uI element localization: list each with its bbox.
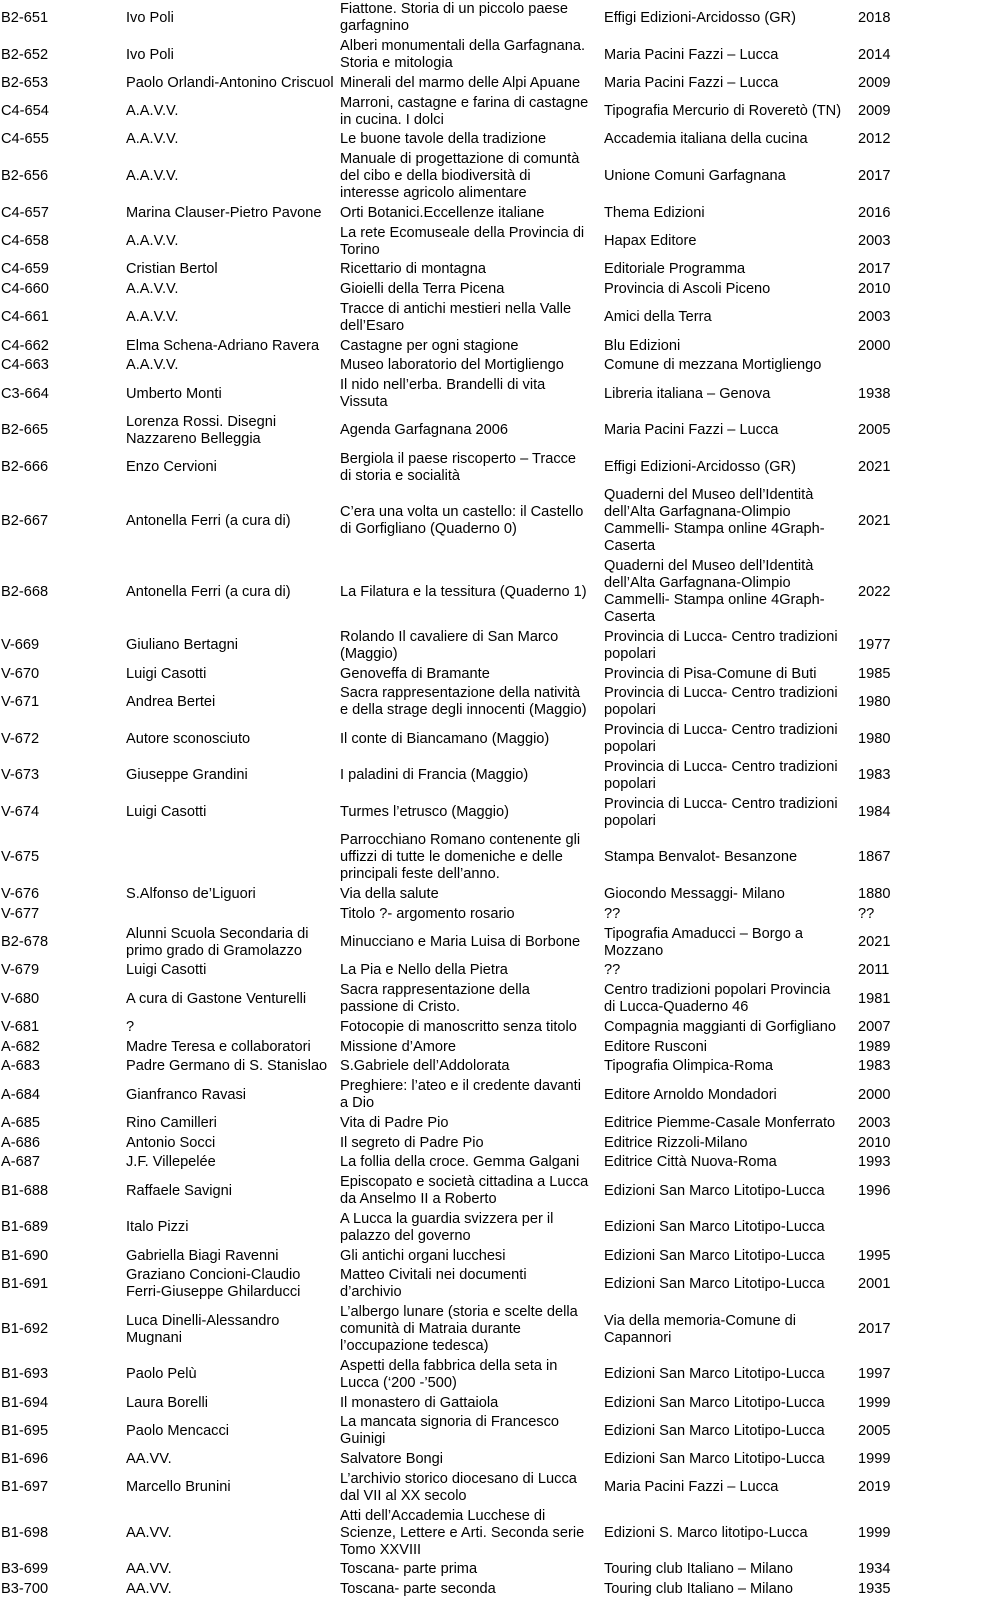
book-author: Alunni Scuola Secondaria di primo grado di Gramolazzo [126,925,309,959]
book-year: 1977 [858,637,891,654]
book-publisher: Touring club Italiano – Milano [604,1581,794,1598]
book-code: C4-662 [1,337,49,354]
book-title: Alberi monumentali della Garfagnana. Storia e mitologia [340,38,585,72]
book-code: C4-660 [1,281,49,298]
book-author: Luigi Casotti [126,962,207,979]
book-publisher: Editrice Rizzoli-Milano [604,1134,748,1151]
book-code: V-669 [1,637,40,654]
book-author: A.A.V.V. [126,309,179,326]
book-publisher: Edizioni San Marco Litotipo-Lucca [604,1219,825,1236]
book-title: Toscana- parte prima [340,1561,478,1578]
book-title: Toscana- parte seconda [340,1581,496,1598]
book-publisher: Effigi Edizioni-Arcidosso (GR) [604,9,796,26]
book-author: Ivo Poli [126,46,174,63]
table-row [0,1210,1008,1247]
table-row [0,1114,1008,1134]
table-row [0,628,1008,665]
book-publisher: Maria Pacini Fazzi – Lucca [604,74,779,91]
table-row [0,1450,1008,1470]
book-title: Minucciano e Maria Luisa di Borbone [340,934,581,951]
book-author: A.A.V.V. [126,357,179,374]
book-code: C4-659 [1,261,49,278]
book-year: 1938 [858,385,891,402]
book-year: 1999 [858,1524,891,1541]
book-year: 2017 [858,261,891,278]
book-title: Tracce di antichi mestieri nella Valle dell’Esaro [340,300,572,334]
book-author: AA.VV. [126,1561,172,1578]
book-code: B1-688 [1,1182,49,1199]
book-year: 1934 [858,1561,891,1578]
book-code: C4-658 [1,233,49,250]
table-row [0,981,1008,1018]
book-code: C4-663 [1,357,49,374]
book-publisher: Edizioni S. Marco litotipo-Lucca [604,1524,808,1541]
table-row [0,413,1008,450]
book-title: Gli antichi organi lucchesi [340,1247,506,1264]
table-row [0,0,1008,37]
table-row [0,905,1008,925]
table-row [0,1018,1008,1038]
book-author: Giuliano Bertagni [126,637,238,654]
book-author: Cristian Bertol [126,261,218,278]
book-code: B1-694 [1,1394,49,1411]
book-code: B1-696 [1,1451,49,1468]
table-row [0,204,1008,224]
book-publisher: Blu Edizioni [604,337,681,354]
book-author: Italo Pizzi [126,1219,189,1236]
book-publisher: Via della memoria-Comune di Capannori [604,1312,796,1346]
table-row [0,1173,1008,1210]
book-publisher: Centro tradizioni popolari Provincia di Lucca-Quaderno 46 [604,982,831,1016]
book-publisher: Quaderni del Museo dell’Identità dell’Alta Garfagnana-Olimpio Cammelli- Stampa online 4Graph- Caserta [604,487,825,555]
table-row [0,758,1008,795]
book-year: ?? [858,905,875,922]
book-title: Museo laboratorio del Mortigliengo [340,357,564,374]
book-code: A-683 [1,1058,40,1075]
book-author: S.Alfonso de’Liguori [126,886,256,903]
book-year: 2005 [858,422,891,439]
table-row [0,376,1008,413]
table-row [0,684,1008,721]
table-row [0,1413,1008,1450]
book-publisher: Edizioni San Marco Litotipo-Lucca [604,1366,825,1383]
book-code: V-671 [1,693,40,710]
book-publisher: Tipografia Olimpica-Roma [604,1058,773,1075]
book-title: Sacra rappresentazione della passione di Cristo. [340,982,530,1016]
book-author: Umberto Monti [126,385,222,402]
book-author: Antonella Ferri (a cura di) [126,583,291,600]
book-author: A.A.V.V. [126,168,179,185]
book-code: C4-654 [1,103,49,120]
table-row [0,1057,1008,1077]
book-publisher: Unione Comuni Garfagnana [604,168,786,185]
book-publisher: Provincia di Lucca- Centro tradizioni popolari [604,685,838,719]
book-code: B1-690 [1,1247,49,1264]
book-code: V-676 [1,886,40,903]
book-title: Fotocopie di manoscritto senza titolo [340,1018,577,1035]
table-row [0,37,1008,74]
book-code: B2-653 [1,74,49,91]
book-author: AA.VV. [126,1524,172,1541]
book-author: Padre Germano di S. Stanislao [126,1058,328,1075]
book-author: J.F. Villepelée [126,1154,216,1171]
book-year: 2017 [858,1321,891,1338]
book-publisher: Provincia di Lucca- Centro tradizioni popolari [604,628,838,662]
book-title: S.Gabriele dell’Addolorata [340,1058,510,1075]
book-title: Vita di Padre Pio [340,1114,449,1131]
table-row [0,1357,1008,1394]
book-year: 1935 [858,1581,891,1598]
book-author: Paolo Mencacci [126,1422,230,1439]
book-year: 2009 [858,74,891,91]
book-year: 2000 [858,337,891,354]
book-publisher: Amici della Terra [604,309,712,326]
book-year: 1983 [858,1058,891,1075]
book-author: AA.VV. [126,1581,172,1598]
book-publisher: Editore Arnoldo Mondadori [604,1086,777,1103]
book-year: 1993 [858,1154,891,1171]
book-code: B3-700 [1,1581,49,1598]
table-row [0,1303,1008,1357]
book-author: Gabriella Biagi Ravenni [126,1247,279,1264]
book-year: 2003 [858,309,891,326]
book-title: La Filatura e la tessitura (Quaderno 1) [340,583,587,600]
book-title: Titolo ?- argomento rosario [340,905,515,922]
book-code: A-682 [1,1038,40,1055]
book-author: Lorenza Rossi. Disegni Nazzareno Belleggia [126,413,277,447]
book-publisher: Giocondo Messaggi- Milano [604,886,785,903]
book-publisher: Edizioni San Marco Litotipo-Lucca [604,1451,825,1468]
book-code: B2-678 [1,934,49,951]
book-code: B2-667 [1,512,49,529]
book-year: 2012 [858,131,891,148]
book-title: Genoveffa di Bramante [340,665,490,682]
book-title: Bergiola il paese riscoperto – Tracce di storia e socialità [340,450,577,484]
book-author: Autore sconosciuto [126,730,251,747]
book-year: 1980 [858,730,891,747]
book-code: A-684 [1,1086,40,1103]
book-year: 2019 [858,1479,891,1496]
table-row [0,1470,1008,1507]
book-author: Luigi Casotti [126,804,207,821]
book-author: A.A.V.V. [126,103,179,120]
table-row [0,486,1008,557]
book-code: B2-665 [1,422,49,439]
book-title: La Pia e Nello della Pietra [340,962,508,979]
book-title: A Lucca la guardia svizzera per il palazzo del governo [340,1210,554,1244]
table-row [0,150,1008,204]
book-publisher: Edizioni San Marco Litotipo-Lucca [604,1394,825,1411]
book-year: 2011 [858,962,890,979]
book-code: B2-666 [1,459,49,476]
book-title: Agenda Garfagnana 2006 [340,422,508,439]
table-row [0,924,1008,961]
table-row [0,449,1008,486]
book-title: Aspetti della fabbrica della seta in Lucca (‘200 -’500) [340,1357,558,1391]
book-publisher: Provincia di Lucca- Centro tradizioni popolari [604,758,838,792]
table-row [0,1246,1008,1266]
book-title: La rete Ecomuseale della Provincia di Torino [340,224,585,258]
book-author: A.A.V.V. [126,281,179,298]
book-publisher: Touring club Italiano – Milano [604,1561,794,1578]
book-year: 1989 [858,1038,891,1055]
book-title: Fiattone. Storia di un piccolo paese garfagnino [340,1,568,35]
table-row [0,356,1008,376]
book-year: 1996 [858,1182,891,1199]
book-year: 1867 [858,849,891,866]
book-publisher: Maria Pacini Fazzi – Lucca [604,46,779,63]
book-code: B1-689 [1,1219,49,1236]
table-row [0,300,1008,337]
book-title: Minerali del marmo delle Alpi Apuane [340,74,581,91]
book-year: 2021 [858,934,891,951]
book-code: B1-691 [1,1275,49,1292]
book-year: 1995 [858,1247,891,1264]
book-publisher: Editrice Piemme-Casale Monferrato [604,1114,836,1131]
book-title: Atti dell’Accademia Lucchese di Scienze, Lettere e Arti. Seconda serie Tomo XXVIII [340,1507,585,1558]
book-title: Via della salute [340,886,439,903]
book-publisher: Tipografia Mercurio di Roveretò (TN) [604,103,842,120]
book-code: B1-698 [1,1524,49,1541]
book-author: Ivo Poli [126,9,174,26]
book-title: Matteo Civitali nei documenti d’archivio [340,1267,527,1301]
book-publisher: Quaderni del Museo dell’Identità dell’Alta Garfagnana-Olimpio Cammelli- Stampa online 4Graph- Caserta [604,558,825,626]
book-title: Il monastero di Gattaiola [340,1394,499,1411]
book-code: A-685 [1,1114,40,1131]
book-author: Antonella Ferri (a cura di) [126,512,291,529]
book-author: Enzo Cervioni [126,459,217,476]
book-code: C4-655 [1,131,49,148]
book-publisher: ?? [604,905,621,922]
table-row [0,74,1008,94]
table-row [0,1580,1008,1600]
book-code: V-680 [1,990,40,1007]
book-year: 2014 [858,46,891,63]
book-title: Castagne per ogni stagione [340,337,519,354]
table-row [0,223,1008,260]
book-publisher: Provincia di Lucca- Centro tradizioni popolari [604,722,838,756]
book-title: Rolando Il cavaliere di San Marco (Maggio) [340,628,559,662]
book-code: V-674 [1,804,40,821]
book-year: 2018 [858,9,891,26]
table-row [0,1266,1008,1303]
book-year: 1880 [858,886,891,903]
book-title: Missione d’Amore [340,1038,456,1055]
book-year: 2003 [858,1114,891,1131]
book-author: A.A.V.V. [126,131,179,148]
book-author: Luigi Casotti [126,665,207,682]
book-year: 2022 [858,583,891,600]
book-code: A-686 [1,1134,40,1151]
book-author: Antonio Socci [126,1134,216,1151]
book-publisher: Edizioni San Marco Litotipo-Lucca [604,1182,825,1199]
book-author: Gianfranco Ravasi [126,1086,247,1103]
book-author: ? [126,1018,135,1035]
table-row [0,93,1008,130]
table-row [0,721,1008,758]
book-code: B1-695 [1,1422,49,1439]
book-publisher: Stampa Benvalot- Besanzone [604,849,798,866]
book-publisher: Editrice Città Nuova-Roma [604,1154,777,1171]
book-author: Graziano Concioni-Claudio Ferri-Giuseppe Ghilarducci [126,1267,301,1301]
table-row [0,961,1008,981]
book-year: 1984 [858,804,891,821]
book-title: La follia della croce. Gemma Galgani [340,1154,580,1171]
table-row [0,260,1008,280]
book-title: I paladini di Francia (Maggio) [340,767,529,784]
book-publisher: Editore Rusconi [604,1038,708,1055]
book-code: V-673 [1,767,40,784]
book-year: 1997 [858,1366,891,1383]
book-title: Orti Botanici.Eccellenze italiane [340,204,545,221]
table-row [0,1153,1008,1173]
book-author: A.A.V.V. [126,233,179,250]
table-row [0,130,1008,150]
book-publisher: Provincia di Pisa-Comune di Buti [604,665,817,682]
book-year: 2021 [858,512,891,529]
book-year: 1985 [858,665,891,682]
book-year: 2001 [858,1275,891,1292]
book-title: Il segreto di Padre Pio [340,1134,484,1151]
book-author: Marcello Brunini [126,1479,231,1496]
book-publisher: Tipografia Amaducci – Borgo a Mozzano [604,925,804,959]
book-publisher: Accademia italiana della cucina [604,131,808,148]
table-row [0,557,1008,628]
table-row [0,280,1008,300]
book-year: 2016 [858,204,891,221]
book-title: L’archivio storico diocesano di Lucca dal VII al XX secolo [340,1470,577,1504]
book-title: Gioielli della Terra Picena [340,281,505,298]
book-code: C4-661 [1,309,49,326]
book-author: A cura di Gastone Venturelli [126,990,307,1007]
book-publisher: Editoriale Programma [604,261,746,278]
book-author: Laura Borelli [126,1394,208,1411]
book-title: C’era una volta un castello: il Castello di Gorfigliano (Quaderno 0) [340,504,584,538]
book-year: 2010 [858,1134,891,1151]
book-code: V-681 [1,1018,40,1035]
book-year: 2017 [858,168,891,185]
book-year: 1983 [858,767,891,784]
book-code: B2-652 [1,46,49,63]
book-code: V-670 [1,665,40,682]
book-code: V-679 [1,962,40,979]
book-title: Marroni, castagne e farina di castagne in cucina. I dolci [340,94,589,128]
table-row [0,1037,1008,1057]
book-code: V-672 [1,730,40,747]
book-code: C4-657 [1,204,49,221]
book-year: 2021 [858,459,891,476]
book-title: Turmes l’etrusco (Maggio) [340,804,509,821]
book-code: A-687 [1,1154,40,1171]
book-publisher: Edizioni San Marco Litotipo-Lucca [604,1247,825,1264]
book-publisher: Provincia di Lucca- Centro tradizioni popolari [604,795,838,829]
book-publisher: Maria Pacini Fazzi – Lucca [604,1479,779,1496]
book-code: B3-699 [1,1561,49,1578]
book-publisher: Maria Pacini Fazzi – Lucca [604,422,779,439]
book-author: Madre Teresa e collaboratori [126,1038,311,1055]
book-code: V-677 [1,905,40,922]
book-code: B1-697 [1,1479,49,1496]
book-title: La mancata signoria di Francesco Guinigi [340,1414,560,1448]
book-code: C3-664 [1,385,49,402]
book-publisher: Edizioni San Marco Litotipo-Lucca [604,1275,825,1292]
table-row [0,1560,1008,1580]
table-row [0,831,1008,885]
table-row [0,794,1008,831]
book-code: B2-656 [1,168,49,185]
book-publisher: Hapax Editore [604,233,697,250]
book-author: Elma Schena-Adriano Ravera [126,337,320,354]
book-code: B1-692 [1,1321,49,1338]
book-publisher: Provincia di Ascoli Piceno [604,281,771,298]
book-year: 1981 [858,990,891,1007]
book-year: 1999 [858,1451,891,1468]
book-publisher: Compagnia maggianti di Gorfigliano [604,1018,837,1035]
book-code: B1-693 [1,1366,49,1383]
table-row [0,664,1008,684]
book-title: Preghiere: l’ateo e il credente davanti a Dio [340,1078,581,1112]
book-title: Il conte di Biancamano (Maggio) [340,730,550,747]
book-title: Manuale di progettazione di comuntà del cibo e della biodiversità di interesse agricolo alimentare [340,151,580,202]
book-year: 2003 [858,233,891,250]
book-title: Episcopato e società cittadina a Lucca da Anselmo II a Roberto [340,1174,589,1208]
book-author: Paolo Orlandi-Antonino Criscuol [126,74,334,91]
book-code: B2-668 [1,583,49,600]
book-author: Paolo Pelù [126,1366,197,1383]
book-title: Sacra rappresentazione della natività e della strage degli innocenti (Maggio) [340,685,587,719]
book-title: Le buone tavole della tradizione [340,131,547,148]
book-title: Salvatore Bongi [340,1451,444,1468]
book-year: 2007 [858,1018,891,1035]
table-row [0,885,1008,905]
book-code: B2-651 [1,9,49,26]
book-author: Luca Dinelli-Alessandro Mugnani [126,1312,280,1346]
book-year: 2000 [858,1086,891,1103]
table-row [0,1133,1008,1153]
book-author: Marina Clauser-Pietro Pavone [126,204,322,221]
book-publisher: ?? [604,962,621,979]
table-row [0,1077,1008,1114]
book-author: Andrea Bertei [126,693,216,710]
book-author: Raffaele Savigni [126,1182,233,1199]
book-publisher: Effigi Edizioni-Arcidosso (GR) [604,459,796,476]
book-title: Parrocchiano Romano contenente gli uffizzi di tutte le domeniche e delle principali feste dell’anno. [340,832,581,883]
book-title: L’albergo lunare (storia e scelte della comunità di Matraia durante l’occupazione tedesca) [340,1304,578,1355]
book-publisher: Thema Edizioni [604,204,705,221]
book-publisher: Comune di mezzana Mortigliengo [604,357,822,374]
book-year: 2009 [858,103,891,120]
book-author: Rino Camilleri [126,1114,217,1131]
book-year: 2005 [858,1422,891,1439]
book-publisher: Libreria italiana – Genova [604,385,771,402]
book-title: Il nido nell’erba. Brandelli di vita Vissuta [340,377,546,411]
table-row [0,1506,1008,1560]
book-title: Ricettario di montagna [340,261,487,278]
table-row [0,336,1008,356]
book-code: V-675 [1,849,40,866]
table-row [0,1393,1008,1413]
book-year: 1999 [858,1394,891,1411]
book-year: 1980 [858,693,891,710]
book-author: Giuseppe Grandini [126,767,248,784]
book-year: 2010 [858,281,891,298]
book-publisher: Edizioni San Marco Litotipo-Lucca [604,1422,825,1439]
book-author: AA.VV. [126,1451,172,1468]
